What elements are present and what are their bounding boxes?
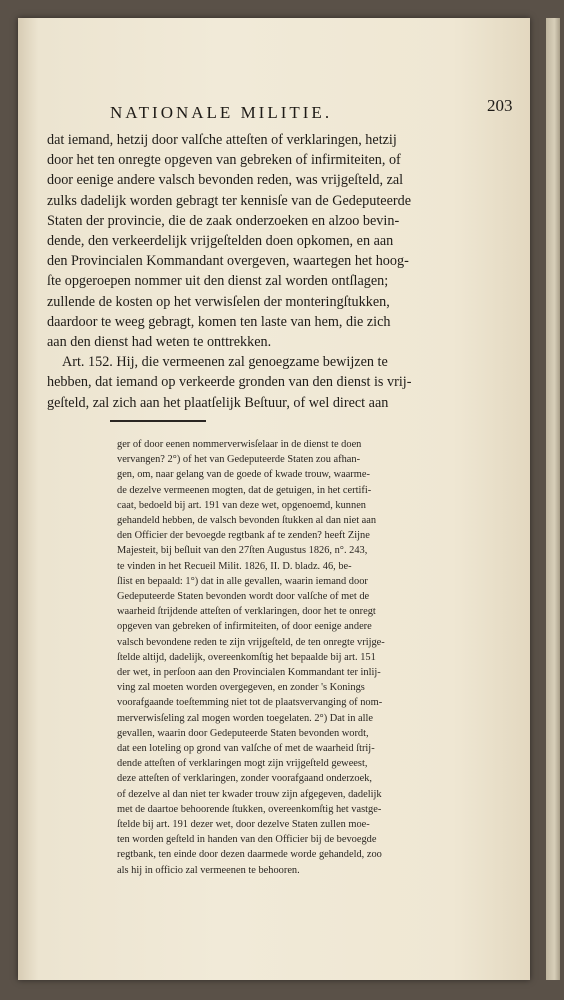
page-number: 203 [487,96,513,115]
footnote-line: den Officier der bevoegde regtbank af te zenden? heeft Zijne [117,530,370,542]
running-title: NATIONALE MILITIE. [110,103,333,122]
footnote-line: met de daartoe behoorende ſtukken, overeenkomſtig het vastge- [117,803,382,815]
footnote-line: Majesteit, bij beſluit van den 27ſten Augustus 1826, n°. 243, [117,545,368,557]
footnote-line: gen, om, naar gelang van de goede of kwade trouw, waarme- [117,469,370,481]
footnote-line: valsch bevondene reden te zijn vrijgeſteld, de ten onregte vrijge- [117,636,385,648]
text-line: hebben, dat iemand op verkeerde gronden van den dienst is vrij- [47,374,412,391]
text-line: den Provincialen Kommandant overgeven, waartegen het hoog- [47,253,409,270]
footnote-line: ſtelde altijd, dadelijk, overeenkomſtig het bepaalde bij art. 151 [117,651,376,663]
text-line: daardoor te weeg gebragt, komen ten laste van hem, die zich [47,313,391,330]
text-line: dat iemand, hetzij door valſche atteſten of verklaringen, hetzij [47,132,397,148]
text-line: door eenige andere valsch bevonden reden, was vrijgeſteld, zal [47,172,404,189]
page-edge [546,18,560,980]
footnote-line: dat een loteling op grond van valſche of met de waarheid ſtrij- [117,743,375,755]
text-line: ſte opgeroepen nommer uit den dienst zal worden ontſlagen; [47,273,389,290]
footnote-line: of dezelve al dan niet ter kwader trouw zijn afgegeven, dadelijk [117,788,382,800]
text-line: dende, den verkeerdelijk vrijgeſtelden doen opkomen, en aan [47,233,394,250]
footnote-line: waarheid ſtrijdende atteſten of verklaringen, door het te onregt [117,606,376,618]
text-line: zullende de kosten op het verwisſelen der monteringſtukken, [47,293,390,310]
footnote-line: voorafgaande toeſtemming niet tot de plaatsvervanging of nom- [117,697,383,709]
footnote-line: de dezelve vermeenen mogten, dat de getuigen, in het certifi- [117,484,372,496]
footnote-line: vervangen? 2°) of het van Gedeputeerde Staten zou afhan- [117,454,361,466]
article-152-line: Art. 152. Hij, die vermeenen zal genoegzame bewijzen te [62,354,388,371]
footnote-line: caat, bedoeld bij art. 191 van deze wet, opgenoemd, kunnen [117,499,366,511]
footnote-line: der wet, in perſoon aan den Provincialen Kommandant ter inlij- [117,667,381,679]
footnote-line: regtbank, ten einde door dezen daarmede worde gehandeld, zoo [117,849,382,861]
footnote-line: dende atteſten of verklaringen mogt zijn vrijgeſteld geweest, [117,758,368,770]
footnote-rule [110,420,206,422]
footnote-line: deze atteſten of verklaringen, zonder voorafgaand onderzoek, [117,773,373,785]
main-text [47,130,445,413]
footnote-line: als hij in officio zal vermeenen te behooren. [117,864,300,876]
footnote-line: ſtelde bij art. 191 dezer wet, door dezelve Staten zullen moe- [117,819,370,831]
text-line: aan den dienst had weten te onttrekken. [47,334,272,351]
footnote-line: opgeven van gebreken of infirmiteiten, of door eenige andere [117,621,372,633]
footnote-line: ſlist en bepaald: 1°) dat in alle gevallen, waarin iemand door [117,575,368,587]
text-line: door het ten onregte opgeven van gebreken of infirmiteiten, of [47,152,401,169]
footnote [117,437,437,878]
footnote-line: merverwisſeling zal mogen worden toegelaten. 2°) Dat in alle [117,712,374,724]
text-line: geſteld, zal zich aan het plaatſelijk Beſtuur, of wel direct aan [47,394,389,411]
text-line: Staten der provincie, die de zaak onderzoeken en alzoo bevin- [47,212,400,229]
footnote-line: gehandeld hebben, de valsch bevonden ſtukken al dan niet aan [117,515,377,527]
footnote-line: ten worden geſteld in handen van den Officier bij de bevoegde [117,834,377,846]
footnote-line: ving zal moeten worden overgegeven, en zonder 's Konings [117,682,365,694]
footnote-line: gevallen, waarin door Gedeputeerde Staten bevonden wordt, [117,727,369,739]
footnote-line: ger of door eenen nommerverwisſelaar in de dienst te doen [117,439,362,450]
text-line: zulks dadelijk worden gebragt ter kennisſe van de Gedeputeerde [47,192,412,209]
footnote-line: te vinden in het Recueil Milit. 1826, II. D. bladz. 46, be- [117,560,352,572]
footnote-line: Gedeputeerde Staten bevonden wordt door valſche of met de [117,591,370,603]
